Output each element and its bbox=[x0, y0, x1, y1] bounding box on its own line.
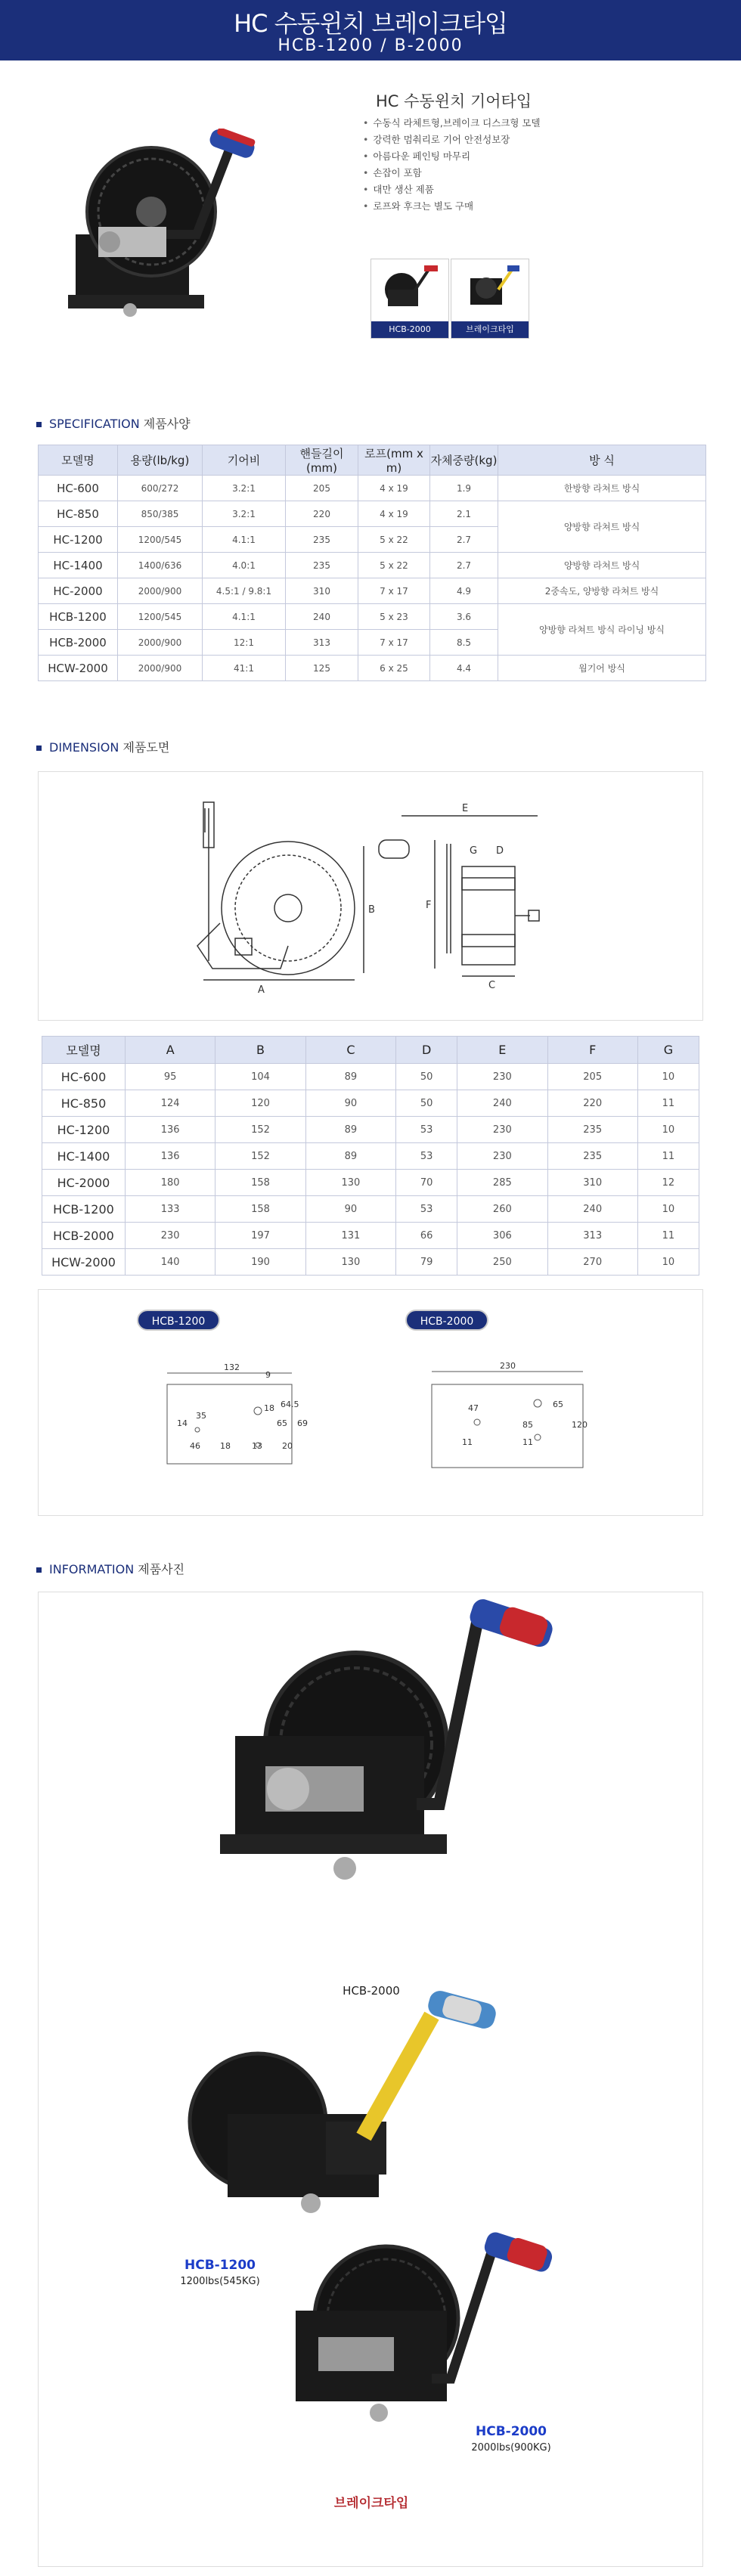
table-cell: 230 bbox=[457, 1143, 547, 1170]
table-cell: 10 bbox=[637, 1249, 699, 1276]
table-cell: 10 bbox=[637, 1117, 699, 1143]
section-title-text: SPECIFICATION bbox=[49, 417, 140, 431]
table-header-row bbox=[42, 1037, 699, 1064]
table-row bbox=[42, 1223, 699, 1249]
th: 모델명 bbox=[39, 445, 118, 476]
table-cell: 2.1 bbox=[430, 501, 498, 527]
section-title-text: DIMENSION bbox=[49, 740, 119, 755]
th: 기어비 bbox=[203, 445, 286, 476]
table-cell: 235 bbox=[547, 1143, 637, 1170]
thumbnail-label: 브레이크타입 bbox=[451, 321, 529, 338]
table-cell: 310 bbox=[286, 578, 358, 604]
table-cell: 180 bbox=[126, 1170, 215, 1196]
plate-label-hcb1200: HCB-1200 bbox=[137, 1310, 220, 1331]
dimension-label: 18 bbox=[264, 1403, 274, 1413]
table-cell: 1200/545 bbox=[118, 604, 203, 630]
table-cell: 2000/900 bbox=[118, 656, 203, 681]
caption-brake-type: 브레이크타입 bbox=[333, 2496, 409, 2511]
feature-item: • 대만 생산 제품 bbox=[363, 181, 541, 198]
table-header-cell: F bbox=[547, 1037, 637, 1064]
table-cell: HC-600 bbox=[42, 1064, 126, 1090]
table-cell: HCB-2000 bbox=[39, 630, 118, 656]
table-row bbox=[39, 656, 706, 681]
thumbnail-hcb2000[interactable] bbox=[370, 259, 449, 339]
table-row bbox=[42, 1090, 699, 1117]
table-cell: 220 bbox=[286, 501, 358, 527]
section-title-text: 제품사진 bbox=[138, 1562, 185, 1576]
table-cell: 235 bbox=[286, 553, 358, 578]
table-cell: 53 bbox=[396, 1117, 457, 1143]
table-cell: HCW-2000 bbox=[39, 656, 118, 681]
table-cell: 1.9 bbox=[430, 476, 498, 501]
thumbnail-image bbox=[451, 259, 529, 320]
table-cell: 4.4 bbox=[430, 656, 498, 681]
thumbnail-brake[interactable] bbox=[451, 259, 529, 339]
table-cell: 133 bbox=[126, 1196, 215, 1223]
table-cell: 5 x 22 bbox=[358, 553, 430, 578]
th: 방 식 bbox=[498, 445, 706, 476]
table-cell: HC-1400 bbox=[42, 1143, 126, 1170]
table-cell: 190 bbox=[215, 1249, 305, 1276]
product-title: HC 수동윈치 기어타입 bbox=[376, 92, 532, 110]
table-header-cell: 모델명 bbox=[42, 1037, 126, 1064]
table-cell: 66 bbox=[396, 1223, 457, 1249]
dimension-section-title bbox=[36, 738, 169, 755]
table-cell: 125 bbox=[286, 656, 358, 681]
dimension-label: 230 bbox=[500, 1361, 516, 1371]
table-cell: 10 bbox=[637, 1196, 699, 1223]
table-cell: 89 bbox=[305, 1143, 395, 1170]
table-cell: 260 bbox=[457, 1196, 547, 1223]
table-cell: HC-2000 bbox=[42, 1170, 126, 1196]
table-cell: 11 bbox=[637, 1090, 699, 1117]
table-cell: 130 bbox=[305, 1170, 395, 1196]
table-cell: 6 x 25 bbox=[358, 656, 430, 681]
table-cell: 2중속도, 양방향 라쳐트 방식 bbox=[498, 578, 706, 604]
dim-letter-g: G bbox=[470, 845, 478, 857]
table-cell: 152 bbox=[215, 1117, 305, 1143]
dim-letter-b: B bbox=[368, 904, 375, 916]
feature-item: • 아름다운 페인팅 마무리 bbox=[363, 148, 541, 165]
spec-section-title bbox=[36, 414, 191, 432]
table-cell: HC-1200 bbox=[39, 527, 118, 553]
table-cell: HC-1400 bbox=[39, 553, 118, 578]
section-title-text: INFORMATION bbox=[49, 1562, 135, 1576]
dimension-label: 20 bbox=[282, 1441, 293, 1451]
table-cell: 131 bbox=[305, 1223, 395, 1249]
table-cell: 7 x 17 bbox=[358, 630, 430, 656]
table-cell: 235 bbox=[286, 527, 358, 553]
th: 핸들길이(mm) bbox=[286, 445, 358, 476]
table-header-cell: A bbox=[126, 1037, 215, 1064]
table-row bbox=[42, 1117, 699, 1143]
table-cell: 90 bbox=[305, 1196, 395, 1223]
table-cell: 230 bbox=[457, 1117, 547, 1143]
table-cell: 5 x 22 bbox=[358, 527, 430, 553]
table-cell: 90 bbox=[305, 1090, 395, 1117]
table-cell: 136 bbox=[126, 1143, 215, 1170]
table-cell: 313 bbox=[547, 1223, 637, 1249]
info-photos bbox=[39, 1592, 702, 2566]
table-cell: 158 bbox=[215, 1170, 305, 1196]
table-cell: 250 bbox=[457, 1249, 547, 1276]
dim-letter-f: F bbox=[426, 900, 432, 911]
table-cell: 12 bbox=[637, 1170, 699, 1196]
table-row bbox=[39, 604, 706, 630]
table-cell: 양방향 라쳐트 방식 라이닝 방식 bbox=[498, 604, 706, 656]
table-cell: 3.6 bbox=[430, 604, 498, 630]
hero-winch-image bbox=[45, 129, 318, 340]
table-cell: 205 bbox=[286, 476, 358, 501]
table-cell: 53 bbox=[396, 1196, 457, 1223]
table-cell: 4.1:1 bbox=[203, 604, 286, 630]
table-cell: HC-850 bbox=[39, 501, 118, 527]
table-cell: HC-1200 bbox=[42, 1117, 126, 1143]
table-cell: 89 bbox=[305, 1117, 395, 1143]
table-cell: 230 bbox=[126, 1223, 215, 1249]
table-header-cell: B bbox=[215, 1037, 305, 1064]
table-cell: 89 bbox=[305, 1064, 395, 1090]
caption-hcb1200-model: HCB-1200 bbox=[184, 2258, 256, 2273]
table-cell: 240 bbox=[547, 1196, 637, 1223]
table-cell: 104 bbox=[215, 1064, 305, 1090]
table-cell: 웜기어 방식 bbox=[498, 656, 706, 681]
caption-hcb2000-model: HCB-2000 bbox=[475, 2424, 547, 2439]
table-cell: 124 bbox=[126, 1090, 215, 1117]
feature-item: • 강력한 멈춰리로 기어 안전성보장 bbox=[363, 132, 541, 148]
table-cell: 50 bbox=[396, 1090, 457, 1117]
th: 자체중량(kg) bbox=[430, 445, 498, 476]
table-cell: 5 x 23 bbox=[358, 604, 430, 630]
table-cell: 한방향 라쳐트 방식 bbox=[498, 476, 706, 501]
table-cell: 8.5 bbox=[430, 630, 498, 656]
table-row bbox=[42, 1170, 699, 1196]
table-cell: 600/272 bbox=[118, 476, 203, 501]
caption-hcb1200-capacity: 1200lbs(545KG) bbox=[180, 2276, 260, 2287]
page-header bbox=[0, 0, 741, 60]
table-cell: 270 bbox=[547, 1249, 637, 1276]
table-row bbox=[39, 553, 706, 578]
table-cell: HC-2000 bbox=[39, 578, 118, 604]
table-cell: 230 bbox=[457, 1064, 547, 1090]
table-cell: 4.9 bbox=[430, 578, 498, 604]
dimension-table bbox=[42, 1036, 699, 1276]
mount-plate-box bbox=[38, 1289, 703, 1516]
table-cell: HCW-2000 bbox=[42, 1249, 126, 1276]
table-header-cell: C bbox=[305, 1037, 395, 1064]
caption-hcb2000-capacity: 2000lbs(900KG) bbox=[471, 2442, 551, 2454]
table-header-cell: G bbox=[637, 1037, 699, 1064]
table-cell: 4.1:1 bbox=[203, 527, 286, 553]
table-cell: 220 bbox=[547, 1090, 637, 1117]
table-row bbox=[39, 476, 706, 501]
table-row bbox=[39, 578, 706, 604]
table-cell: 1200/545 bbox=[118, 527, 203, 553]
feature-item: • 수동식 라체트형,브레이크 디스크형 모델 bbox=[363, 115, 541, 132]
page-title: HC 수동윈치 브레이크타입 bbox=[234, 9, 507, 38]
table-cell: 70 bbox=[396, 1170, 457, 1196]
dimension-drawing-box bbox=[38, 771, 703, 1021]
thumbnail-label: HCB-2000 bbox=[371, 321, 448, 338]
table-cell: 3.2:1 bbox=[203, 476, 286, 501]
dimension-label: 47 bbox=[468, 1403, 479, 1413]
dimension-label: 11 bbox=[462, 1437, 473, 1447]
table-cell: 2.7 bbox=[430, 527, 498, 553]
table-cell: HC-850 bbox=[42, 1090, 126, 1117]
table-cell: 306 bbox=[457, 1223, 547, 1249]
dim-letter-c: C bbox=[488, 980, 496, 991]
dimension-label: 85 bbox=[522, 1420, 533, 1430]
table-cell: 10 bbox=[637, 1064, 699, 1090]
table-cell: 53 bbox=[396, 1143, 457, 1170]
page-subtitle: HCB-1200 / B-2000 bbox=[277, 36, 464, 55]
table-cell: 7 x 17 bbox=[358, 578, 430, 604]
table-cell: 11 bbox=[637, 1223, 699, 1249]
winch-photo-hcb1200 bbox=[190, 1989, 498, 2213]
table-cell: 2.7 bbox=[430, 553, 498, 578]
table-cell: 152 bbox=[215, 1143, 305, 1170]
table-cell: 136 bbox=[126, 1117, 215, 1143]
dimension-label: 65 bbox=[553, 1400, 563, 1409]
dimension-label: 11 bbox=[522, 1437, 533, 1447]
table-row bbox=[42, 1064, 699, 1090]
table-cell: 310 bbox=[547, 1170, 637, 1196]
table-cell: 79 bbox=[396, 1249, 457, 1276]
feature-item: • 로프와 후크는 별도 구매 bbox=[363, 198, 541, 215]
plate-label-hcb2000: HCB-2000 bbox=[405, 1310, 488, 1331]
table-row bbox=[42, 1249, 699, 1276]
table-cell: 양방향 라쳐트 방식 bbox=[498, 501, 706, 553]
dim-letter-e: E bbox=[462, 803, 469, 814]
table-row bbox=[39, 501, 706, 527]
th: 로프(mm x m) bbox=[358, 445, 430, 476]
info-section-title bbox=[36, 1560, 184, 1577]
table-cell: HC-600 bbox=[39, 476, 118, 501]
dimension-label: 64.5 bbox=[281, 1400, 299, 1409]
dimension-label: 69 bbox=[297, 1418, 308, 1428]
table-cell: 2000/900 bbox=[118, 578, 203, 604]
table-cell: 3.2:1 bbox=[203, 501, 286, 527]
dimension-label: 65 bbox=[277, 1418, 287, 1428]
thumbnail-image bbox=[371, 259, 448, 320]
dimension-label: 18 bbox=[220, 1441, 231, 1451]
table-cell: 95 bbox=[126, 1064, 215, 1090]
table-cell: 140 bbox=[126, 1249, 215, 1276]
dim-letter-d: D bbox=[496, 845, 504, 857]
section-title-text: 제품도면 bbox=[122, 740, 170, 755]
feature-list bbox=[363, 115, 541, 215]
table-row bbox=[42, 1143, 699, 1170]
dimension-label: 35 bbox=[196, 1411, 206, 1421]
table-cell: 240 bbox=[286, 604, 358, 630]
table-row bbox=[42, 1196, 699, 1223]
dimension-label: 132 bbox=[224, 1362, 240, 1372]
table-cell: 12:1 bbox=[203, 630, 286, 656]
dimension-label: 46 bbox=[190, 1441, 200, 1451]
section-title-text: 제품사양 bbox=[143, 417, 191, 431]
table-cell: 50 bbox=[396, 1064, 457, 1090]
dim-letter-a: A bbox=[258, 984, 265, 996]
table-cell: 120 bbox=[215, 1090, 305, 1117]
table-cell: 285 bbox=[457, 1170, 547, 1196]
table-cell: 1400/636 bbox=[118, 553, 203, 578]
table-cell: 양방향 라쳐트 방식 bbox=[498, 553, 706, 578]
table-cell: 4 x 19 bbox=[358, 476, 430, 501]
winch-photo-hcb2000-large bbox=[220, 1597, 555, 1880]
table-cell: 130 bbox=[305, 1249, 395, 1276]
th: 용량(lb/kg) bbox=[118, 445, 203, 476]
table-header-row bbox=[39, 445, 706, 476]
table-header-cell: E bbox=[457, 1037, 547, 1064]
winch-photo-hcb2000-small bbox=[296, 2230, 554, 2422]
table-cell: HCB-1200 bbox=[42, 1196, 126, 1223]
dimension-label: 120 bbox=[572, 1420, 588, 1430]
table-cell: 235 bbox=[547, 1117, 637, 1143]
table-cell: 4 x 19 bbox=[358, 501, 430, 527]
table-cell: 240 bbox=[457, 1090, 547, 1117]
table-cell: 313 bbox=[286, 630, 358, 656]
dimension-label: 14 bbox=[177, 1418, 188, 1428]
table-cell: 850/385 bbox=[118, 501, 203, 527]
dimension-label: 9 bbox=[265, 1370, 271, 1380]
table-cell: 205 bbox=[547, 1064, 637, 1090]
spec-table bbox=[38, 445, 706, 681]
table-cell: HCB-1200 bbox=[39, 604, 118, 630]
table-header-cell: D bbox=[396, 1037, 457, 1064]
table-cell: 11 bbox=[637, 1143, 699, 1170]
table-cell: HCB-2000 bbox=[42, 1223, 126, 1249]
info-photo-box bbox=[38, 1592, 703, 2567]
feature-item: • 손잡이 포함 bbox=[363, 165, 541, 181]
dimension-label: 13 bbox=[252, 1441, 262, 1451]
table-cell: 197 bbox=[215, 1223, 305, 1249]
table-cell: 4.0:1 bbox=[203, 553, 286, 578]
table-cell: 158 bbox=[215, 1196, 305, 1223]
table-cell: 4.5:1 / 9.8:1 bbox=[203, 578, 286, 604]
table-cell: 2000/900 bbox=[118, 630, 203, 656]
dimension-drawing bbox=[39, 772, 702, 1020]
table-cell: 41:1 bbox=[203, 656, 286, 681]
caption-hcb2000: HCB-2000 bbox=[343, 1984, 400, 1998]
